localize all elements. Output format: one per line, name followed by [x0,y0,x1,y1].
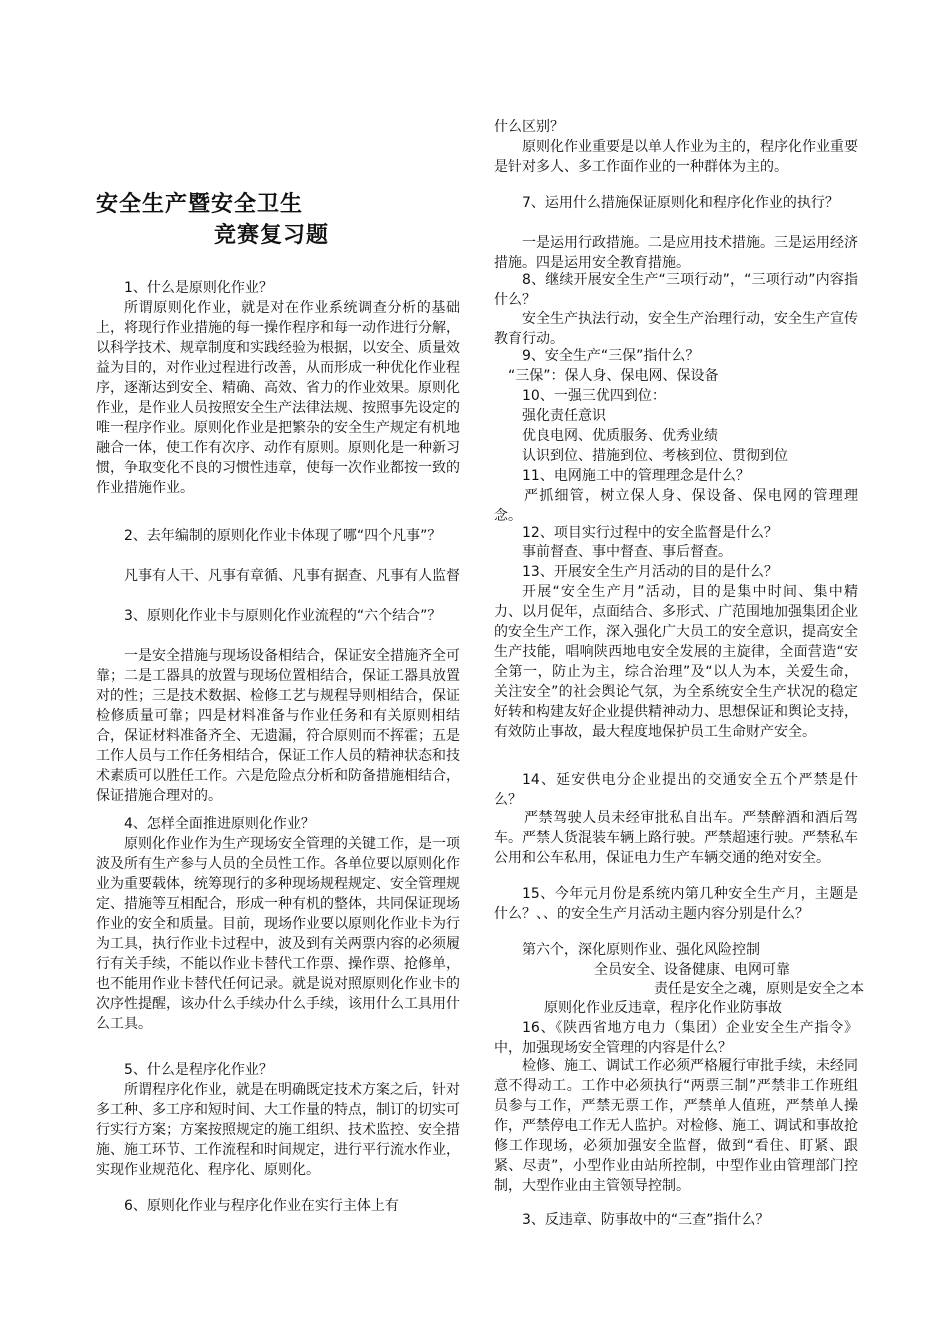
answer-2: 凡事有人干、凡事有章循、凡事有据查、凡事有人监督 [124,568,460,584]
question-3-san-cha: 3、反违章、防事故中的“三查”指什么？ [522,1212,770,1228]
item-10-line-3: 认识到位、措施到位、考核到位、贯彻到位 [522,448,788,464]
document-title-line-2: 竞赛复习题 [214,223,330,248]
answer-9: “三保”：保人身、保电网、保设备 [508,368,719,384]
answer-15-line-2: 全员安全、设备健康、电网可靠 [594,962,790,978]
answer-1: 所谓原则化作业，就是对在作业系统调查分析的基础上，将现行作业措施的每一操作程序和每一动作进行分解，以科学技术、规章制度和实践经验为根据，以安全、质量效益为目的，对作业过程进行改善，从而形成一种优化作业程序，逐渐达到安全、精确、高效、省力的作业效果。原则化作业，是作业人员按照安全生产法律法规、按照事先设定的唯一程序作业。原则化作业是把繁杂的安全生产规定有机地融合一体，使工作有次序、动作有原则。原则化是一种新习惯，争取变化不良的习惯性违章，使每一次作业都按一致的作业措施作业。 [96,300,460,496]
answer-15-line-4: 原则化作业反违章，程序化作业防事故 [544,1000,782,1016]
question-15: 15、今年元月份是系统内第几种安全生产月，主题是什么？、、的安全生产月活动主题内容分别是什么？ [494,886,858,922]
question-11: 11、电网施工中的管理理念是什么？ [522,468,750,484]
answer-11: 严抓细管，树立保人身、保设备、保电网的管理理念。 [494,488,858,524]
question-12: 12、项目实行过程中的安全监督是什么？ [522,525,778,541]
question-6-start: 6、原则化作业与程序化作业在实行主体上有 [124,1198,399,1214]
answer-12: 事前督查、事中督查、事后督查。 [522,544,732,560]
item-10-heading: 10、一强三优四到位： [522,388,666,404]
question-13: 13、开展安全生产月活动的目的是什么？ [522,564,778,580]
question-5: 5、什么是程序化作业？ [124,1062,273,1078]
question-4: 4、怎样全面推进原则化作业？ [124,816,315,832]
question-3: 3、原则化作业卡与原则化作业流程的“六个结合”？ [124,608,442,624]
question-2: 2、去年编制的原则化作业卡体现了哪“四个凡事”？ [124,528,442,544]
answer-13: 开展“安全生产月”活动，目的是集中时间、集中精力、以月促年，点面结合、多形式、广范围地加强集团企业的安全生产工作，深入强化广大员工的安全意识，提高安全生产技能，唱响陕西地电安全发展的主旋律，全面营造“安全第一，防止为主，综合治理”及“以人为本，关爱生命，关注安全”的社会舆论气氛，为全系统安全生产状况的稳定好转和构建友好企业提供精神动力、思想保证和舆论支持，有效防止事故，最大程度地保护员工生命财产安全。 [494,584,858,740]
question-6-end: 什么区别？ [494,119,564,135]
question-1: 1、什么是原则化作业？ [124,280,273,296]
answer-7: 一是运用行政措施。二是应用技术措施。三是运用经济措施。四是运用安全教育措施。 [494,235,858,271]
answer-3: 一是安全措施与现场设备相结合，保证安全措施齐全可靠；二是工器具的放置与现场位置相结合，保证工器具放置对的性；三是技术数据、检修工艺与规程导则相结合，保证检修质量可靠；四是材料准备与作业任务和有关原则相结合，保证材料准备齐全、无遗漏，符合原则而不挥霍；五是工作人员与工作任务相结合，保证工作人员的精神状态和技术素质可以胜任工作。六是危险点分析和防备措施相结合，保证措施合理对的。 [96,648,460,804]
answer-5: 所谓程序化作业，就是在明确既定技术方案之后，针对多工种、多工序和短时间、大工作量的特点，制订的切实可行实行方案；方案按照规定的施工组织、技术监控、安全措施、施工环节、工作流程和时间规定，进行平行流水作业，实现作业规范化、程序化、原则化。 [96,1082,460,1178]
answer-16: 检修、施工、调试工作必须严格履行审批手续，未经同意不得动工。工作中必须执行“两票三制”严禁非工作班组员参与工作，严禁无票工作，严禁单人值班，严禁单人操作，严禁停电工作无人监护。对检修、施工、调试和事故抢修工作现场，必须加强安全监督，做到“看住、盯紧、跟紧、尽责”，小型作业由站所控制，中型作业由管理部门控制，大型作业由主管领导控制。 [494,1058,858,1194]
question-14: 14、延安供电分企业提出的交通安全五个严禁是什么？ [494,772,858,808]
question-9: 9、安全生产“三保”指什么？ [522,348,700,364]
question-8: 8、继续开展安全生产“三项行动”，“三项行动”内容指什么？ [494,272,858,308]
answer-6: 原则化作业重要是以单人作业为主的，程序化作业重要是针对多人、多工作面作业的一种群体为主的。 [494,139,858,175]
item-10-line-2: 优良电网、优质服务、优秀业绩 [522,428,718,444]
question-16: 16、《陕西省地方电力（集团）企业安全生产指令》中，加强现场安全管理的内容是什么？ [494,1020,858,1056]
item-10-line-1: 强化责任意识 [522,408,606,424]
question-7: 7、运用什么措施保证原则化和程序化作业的执行？ [522,195,839,211]
answer-14: 严禁驾驶人员未经审批私自出车。严禁醉酒和酒后驾车。严禁人货混装车辆上路行驶。严禁超速行驶。严禁私车公用和公车私用，保证电力生产车辆交通的绝对安全。 [494,810,858,866]
answer-8: 安全生产执法行动，安全生产治理行动，安全生产宣传教育行动。 [494,311,858,347]
answer-15-line-1: 第六个，深化原则作业、强化风险控制 [522,942,760,958]
answer-15-line-3: 责任是安全之魂，原则是安全之本 [654,981,864,997]
document-title-line-1: 安全生产暨安全卫生 [96,192,304,217]
answer-4: 原则化作业作为生产现场安全管理的关键工作，是一项波及所有生产参与人员的全员性工作。各单位要以原则化作业为重要载体，统筹现行的多种现场规程规定、安全管理规定、措施等互相配合，形成一种有机的整体，共同保证现场作业的安全和质量。目前，现场作业要以原则化作业卡为行为工具，执行作业卡过程中，波及到有关两票内容的必须履行有关手续，不能以作业卡替代工作票、操作票、抢修单，也不能用作业卡替代任何记录。就是说对照原则化作业卡的次序性提醒，该办什么手续办什么手续，该用什么工具用什么工具。 [96,836,460,1032]
